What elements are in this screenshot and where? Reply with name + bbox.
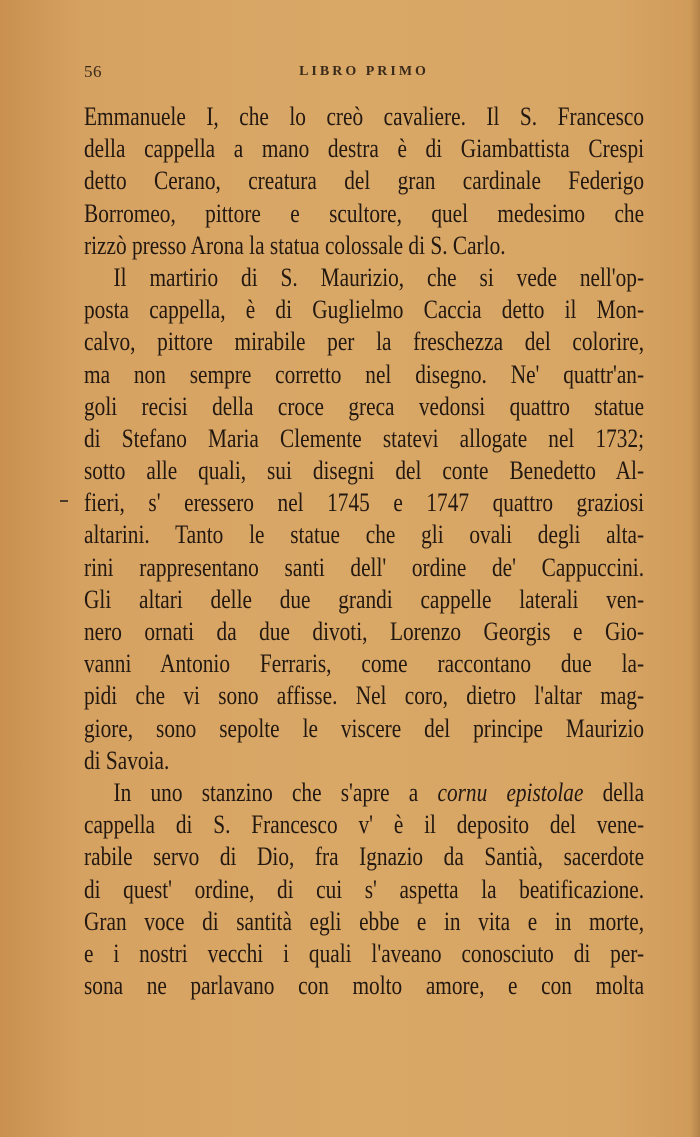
text-line: Gran voce di santità egli ebbe e in vita e in morte, xyxy=(84,906,645,936)
text-line: pidi che vi sono affisse. Nel coro, dietro l'altar mag- xyxy=(84,681,645,711)
text-line: rizzò presso Arona la statua colossale di S. Carlo. xyxy=(84,230,506,260)
text-line: rini rappresentano santi dell' ordine de' Cappuccini. xyxy=(84,552,645,582)
page-number: 56 xyxy=(84,62,102,81)
text-line: goli recisi della croce greca vedonsi quattro statue xyxy=(84,391,645,421)
text-line: Il martirio di S. Maurizio, che si vede nell'op- xyxy=(113,262,645,292)
text-line: posta cappella, è di Guglielmo Caccia detto il Mon- xyxy=(84,295,645,325)
text-line: di quest' ordine, di cui s' aspetta la beatificazione. xyxy=(84,874,645,904)
text-line: altarini. Tanto le statue che gli ovali degli alta- xyxy=(84,520,645,550)
page-header xyxy=(84,62,644,86)
page-edge-shadow xyxy=(690,0,700,1137)
text-line: ma non sempre corretto nel disegno. Ne' quattr'an- xyxy=(84,359,645,389)
text-line: rabile servo di Dio, fra Ignazio da Santià, sacerdote xyxy=(84,842,645,872)
body-text xyxy=(84,101,644,1002)
text-line: detto Cerano, creatura del gran cardinale Federigo xyxy=(84,166,645,196)
text-line: della cappella a mano destra è di Giambattista Crespi xyxy=(84,134,645,164)
running-head: LIBRO PRIMO xyxy=(299,64,429,79)
text-fragment: della xyxy=(602,777,645,807)
text-line: sona ne parlavano con molto amore, e con molta xyxy=(84,971,645,1001)
text-line: di Stefano Maria Clemente statevi allogate nel 1732; xyxy=(84,423,645,453)
text-line: di Savoia. xyxy=(84,745,170,775)
text-fragment: In uno stanzino che s'apre a xyxy=(113,777,419,807)
text-line: Borromeo, pittore e scultore, quel medesimo che xyxy=(84,198,645,228)
text-line: sotto alle quali, sui disegni del conte Benedetto Al- xyxy=(84,456,645,486)
text-line: Emmanuele I, che lo creò cavaliere. Il S. Francesco xyxy=(84,102,645,131)
text-line: fieri, s' eressero nel 1745 e 1747 quattro graziosi xyxy=(84,488,645,518)
italic-phrase: cornu epistolae xyxy=(437,777,584,807)
text-line-with-italic xyxy=(84,777,644,809)
text-line: Gli altari delle due grandi cappelle laterali ven- xyxy=(84,584,645,614)
text-line: calvo, pittore mirabile per la freschezza del colorire, xyxy=(84,327,645,357)
text-line: cappella di S. Francesco v' è il deposito del vene- xyxy=(84,810,645,840)
text-line: e i nostri vecchi i quali l'aveano conosciuto di per- xyxy=(84,938,645,968)
text-line: giore, sono sepolte le viscere del principe Maurizio xyxy=(84,713,645,743)
margin-mark xyxy=(60,500,68,502)
text-line: nero ornati da due divoti, Lorenzo Georgis e Gio- xyxy=(84,617,645,646)
text-line: vanni Antonio Ferraris, come raccontano due la- xyxy=(84,649,645,679)
